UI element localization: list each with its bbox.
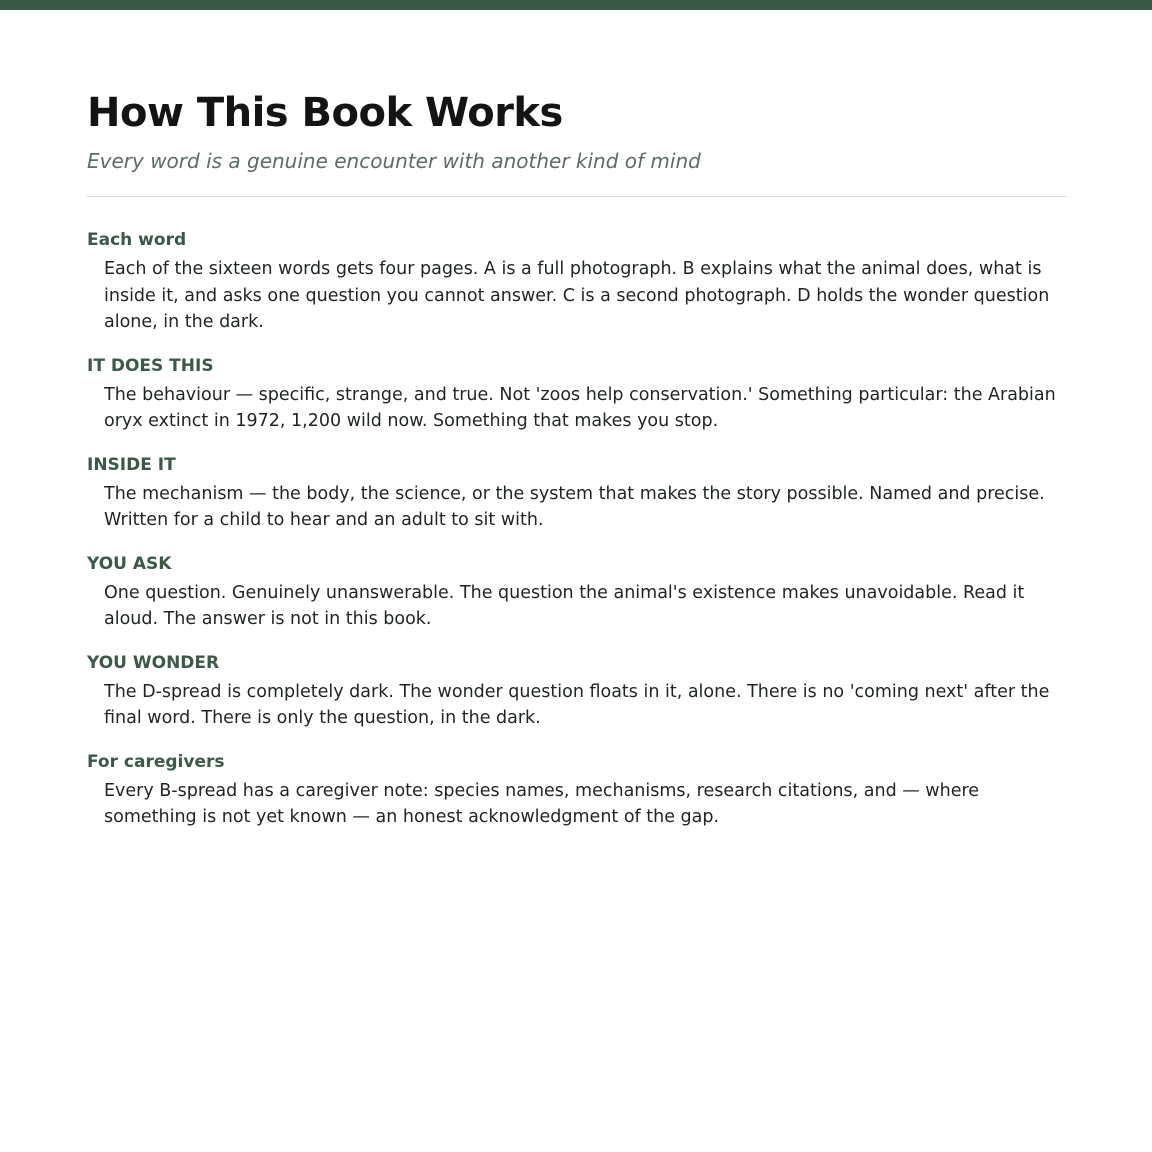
page-subtitle: Every word is a genuine encounter with another kind of mind — [87, 149, 701, 173]
page-title: How This Book Works — [87, 90, 563, 136]
section-each-word — [87, 229, 1066, 336]
section-heading: For caregivers — [87, 751, 225, 772]
section-body: Every B-spread has a caregiver note: species names, mechanisms, research citations, and — where something is not yet known — an honest acknowledgment of the gap. — [104, 780, 980, 827]
section-heading: IT DOES THIS — [87, 355, 214, 376]
header-divider — [87, 196, 1066, 197]
top-accent-bar — [0, 0, 1152, 10]
section-you-ask — [87, 553, 1066, 633]
section-body: The mechanism — the body, the science, or the system that makes the story possible. Named and precise. Written for a child to hear and an adult to sit with. — [104, 483, 1045, 530]
section-body: One question. Genuinely unanswerable. The question the animal's existence makes unavoidable. Read it aloud. The answer is not in this book. — [104, 582, 1025, 629]
section-body: Each of the sixteen words gets four pages. A is a full photograph. B explains what the animal does, what is inside it, and asks one question you cannot answer. C is a second photograph. D holds the wonder question alone, in the dark. — [104, 259, 1050, 332]
page-content — [87, 88, 1066, 850]
section-heading: YOU WONDER — [87, 652, 220, 673]
section-you-wonder — [87, 652, 1066, 732]
section-heading: YOU ASK — [87, 553, 172, 574]
section-body: The behaviour — specific, strange, and true. Not 'zoos help conservation.' Something particular: the Arabian oryx extinct in 1972, 1,200 wild now. Something that makes you stop. — [104, 384, 1056, 431]
section-heading: INSIDE IT — [87, 454, 176, 475]
sections-list — [87, 229, 1066, 831]
section-inside-it — [87, 454, 1066, 534]
section-it-does-this — [87, 355, 1066, 435]
section-heading: Each word — [87, 230, 187, 250]
section-body: The D-spread is completely dark. The wonder question floats in it, alone. There is no 'coming next' after the final word. There is only the question, in the dark. — [104, 681, 1050, 728]
section-for-caregivers — [87, 751, 1066, 831]
